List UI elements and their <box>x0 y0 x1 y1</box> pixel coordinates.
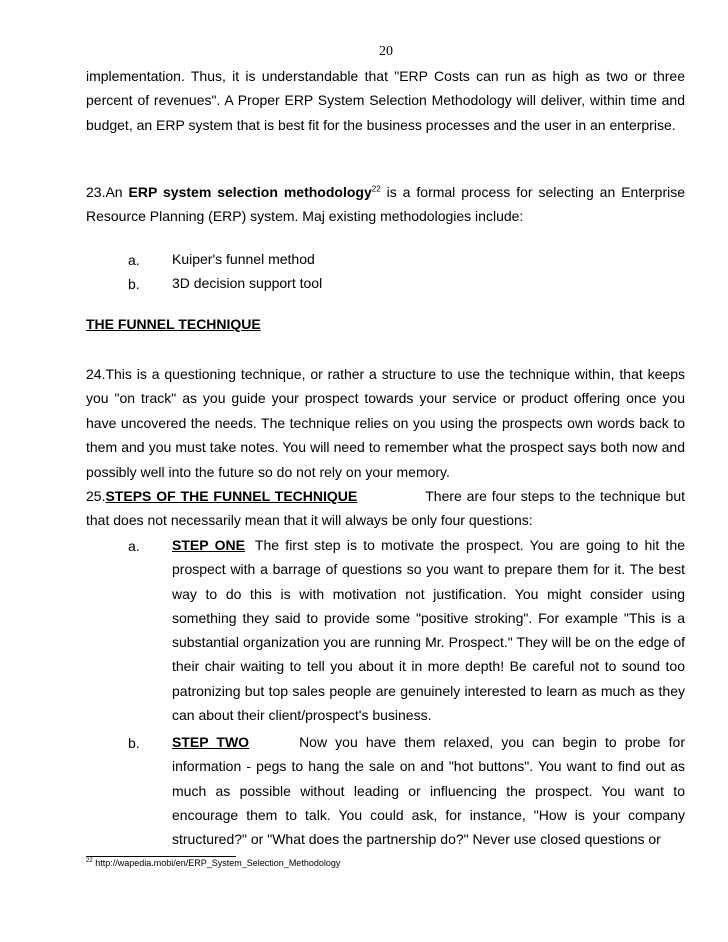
paragraph-23-text: is a formal process for selecting an Enterprise Resource Planning (ERP) system. Maj existing methodologies include: <box>86 184 686 225</box>
method-item-kuiper: Kuiper's funnel method <box>172 251 315 267</box>
step-marker-b: b. <box>128 735 140 751</box>
paragraph-24: 24.This is a questioning technique, or rather a structure to use the technique within, that keeps you "on track" as you guide your prospect towards your service or product offering once you have uncovered the needs. The technique relies on you using the prospects own words back to them and you must take notes. You will need to remember what the prospect says both now and possibly well into the future so do not rely on your memory. <box>86 366 685 480</box>
erp-methodology-term: ERP system selection methodology <box>128 184 372 200</box>
paragraph-25 <box>86 484 685 533</box>
intro-paragraph: implementation. Thus, it is understandable that "ERP Costs can run as high as two or three percent of revenues". A Proper ERP System Selection Methodology will deliver, within time and budget, an ERP system that is best fit for the business processes and the user in an enterprise. <box>86 68 685 133</box>
footnote <box>86 858 340 868</box>
paragraph-23 <box>86 180 685 229</box>
page-number: 20 <box>379 44 393 59</box>
section-heading-funnel-technique: THE FUNNEL TECHNIQUE <box>86 316 261 332</box>
footnote-number: 22 <box>86 858 93 864</box>
footnote-divider <box>86 856 236 857</box>
step-one-title: STEP ONE <box>172 537 245 553</box>
paragraph-25-text: There are four steps to the technique but that does not necessarily mean that it will always be only four questions: <box>86 488 686 529</box>
step-one <box>172 533 685 727</box>
paragraph-25-number: 25. <box>86 488 106 504</box>
paragraph-23-number: 23.An <box>86 184 129 200</box>
step-two-title: STEP TWO <box>172 734 250 750</box>
step-marker-a: a. <box>128 538 140 554</box>
method-marker-b: b. <box>128 276 140 292</box>
footnote-url: http://wapedia.mobi/en/ERP_System_Selection_Methodology <box>95 858 341 868</box>
footnote-reference: 22 <box>371 184 381 194</box>
step-two-text: Now you have them relaxed, you can begin to probe for information - pegs to hang the sale on and "hot buttons". You want to find out as much as possible without leading or influencing the prospect. You want to encourage them to talk. You could ask, for instance, "How is your company structured?" or "What does the partnership do?" Never use closed questions or <box>172 734 686 848</box>
step-one-text: The first step is to motivate the prospect. You are going to hit the prospect with a barrage of questions so you want to prepare them for it. The best way to do this is with motivation not justification. You might consider using something they said to provide some "positive stroking". For example "This is a substantial organization you are running Mr. Prospect." They will be on the edge of their chair waiting to tell you about it in more depth! Be careful not to sound too patronizing but top sales people are genuinely interested to learn as much as they can about their client/prospect's business. <box>172 537 686 724</box>
method-marker-a: a. <box>128 252 140 268</box>
steps-heading: STEPS OF THE FUNNEL TECHNIQUE <box>105 488 358 504</box>
step-two <box>172 730 685 851</box>
method-item-3d-tool: 3D decision support tool <box>172 275 323 291</box>
